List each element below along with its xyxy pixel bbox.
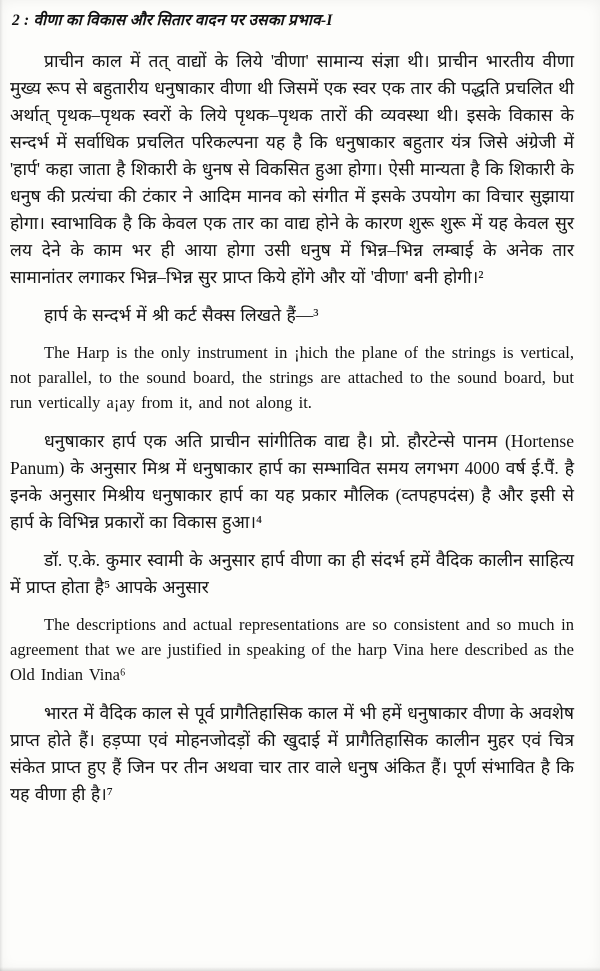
paragraph: धनुषाकार हार्प एक अति प्राचीन सांगीतिक वाद्य है। प्रो. हौरटेन्से पानम (Hortense Panum) के अनुसार मिश्र में धनुषाकार हार्प का सम्भावित समय लगभग 4000 वर्ष ई.पैं. है इनके अनुसार मिश्रीय धनुषाकार हार्प का यह प्रकार मौलिक (व्तपहपदंस) है और इसी से हार्प के विभिन्न प्रकारों का विकास हुआ।⁴	[10, 431, 574, 532]
paragraph: डॉ. ए.के. कुमार स्वामी के अनुसार हार्प वीणा का ही संदर्भ हमें वैदिक कालीन साहित्य में प्राप्त होता है⁵ आपके अनुसार	[10, 550, 574, 597]
page-header: 2 : वीणा का विकास और सितार वादन पर उसका प्रभाव-I	[12, 12, 333, 29]
paragraph: The Harp is the only instrument in ¡hich the plane of the strings is vertical, not parallel, to the sound board, the strings are attached to the sound board, but run vertically a¡ay from it, and not along it.	[10, 343, 574, 412]
paragraph: The descriptions and actual representations are so consistent and so much in agreement that we are justified in speaking of the harp Vina here described as the Old Indian Vina⁶	[10, 615, 574, 684]
scan-edge-artifact	[0, 0, 3, 971]
paragraph: प्राचीन काल में तत् वाद्यों के लिये 'वीणा' सामान्य संज्ञा थी। प्राचीन भारतीय वीणा मुख्य रूप से बहुतारीय धनुषाकार वीणा थी जिसमें एक स्वर एक तार की पद्धति प्रचलित थी अर्थात् पृथक–पृथक स्वरों के लिये पृथक–पृथक तारों की व्यवस्था थी। इसके विकास के सन्दर्भ में सर्वाधिक प्रचलित परिकल्पना यह है कि धनुषाकार बहुतार यंत्र जिसे अंग्रेजी में 'हार्प' कहा जाता है शिकारी के धुनष से विकसित हुआ होगा। ऐसी मान्यता है कि शिकारी के धनुष की प्रत्यंचा की टंकार ने आदिम मानव को संगीत में इसके उपयोग का विचार सुझाया होगा। स्वाभाविक है कि केवल एक तार का वाद्य होने के कारण शुरू शुरू में यह केवल सुर लय देने के काम भर ही आया होगा उसी धनुष में भिन्न–भिन्न लम्बाई के अनेक तार सामानांतर लगाकर भिन्न–भिन्न सुर प्राप्त किये होंगे और यों 'वीणा' बनी होगी।²	[10, 51, 574, 287]
scan-edge-artifact	[0, 967, 600, 971]
paragraph: हार्प के सन्दर्भ में श्री कर्ट सैक्स लिखते हैं—³	[44, 305, 319, 325]
page-content	[10, 48, 574, 808]
paragraph: भारत में वैदिक काल से पूर्व प्रागैतिहासिक काल में भी हमें धनुषाकार वीणा के अवशेष प्राप्त होते हैं। हड़प्पा एवं मोहनजोदड़ों की खुदाई में प्रागैतिहासिक कालीन मुहर एवं चित्र संकेत प्राप्त हुए हैं जिन पर तीन अथवा चार तार वाले धनुष अंकित हैं। पूर्ण संभावित है कि यह वीणा ही है।⁷	[10, 703, 574, 804]
